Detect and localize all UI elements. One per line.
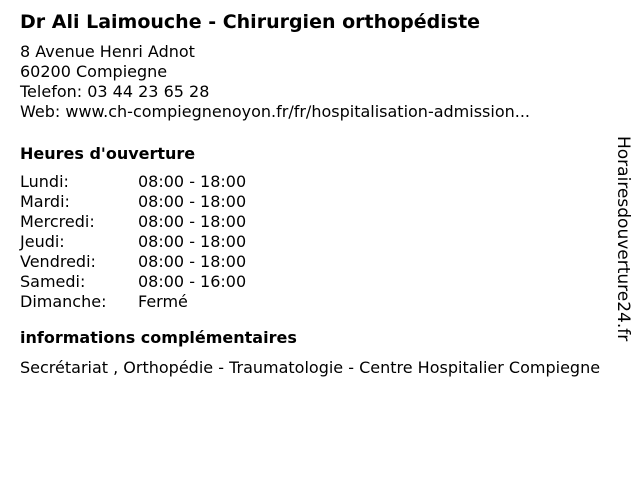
address-city: 60200 Compiegne	[20, 62, 168, 81]
hours-row-friday	[20, 252, 610, 272]
brand-watermark	[608, 134, 638, 344]
address-street: 8 Avenue Henri Adnot	[20, 42, 195, 61]
business-card	[20, 8, 610, 378]
day-label: Lundi:	[20, 172, 69, 191]
time-value: 08:00 - 18:00	[138, 212, 247, 231]
page-title: Dr Ali Laimouche - Chirurgien orthopédiste	[20, 11, 481, 33]
hours-heading: Heures d'ouverture	[20, 144, 196, 163]
time-value: 08:00 - 18:00	[138, 232, 247, 251]
day-label: Mardi:	[20, 192, 70, 211]
time-value: 08:00 - 18:00	[138, 172, 247, 191]
hours-row-monday	[20, 172, 610, 192]
info-heading: informations complémentaires	[20, 328, 297, 347]
time-value: 08:00 - 16:00	[138, 272, 247, 291]
day-label: Jeudi:	[20, 232, 65, 251]
hours-table	[20, 172, 610, 312]
hours-row-tuesday	[20, 192, 610, 212]
time-value: Fermé	[138, 292, 188, 311]
day-label: Dimanche:	[20, 292, 107, 311]
day-label: Vendredi:	[20, 252, 96, 271]
hours-row-thursday	[20, 232, 610, 252]
day-label: Samedi:	[20, 272, 86, 291]
phone-number[interactable]: Telefon: 03 44 23 65 28	[20, 82, 210, 101]
info-text: Secrétariat , Orthopédie - Traumatologie - Centre Hospitalier Compiegne	[20, 358, 601, 377]
hours-row-saturday	[20, 272, 610, 292]
hours-row-sunday	[20, 292, 610, 312]
time-value: 08:00 - 18:00	[138, 192, 247, 211]
day-label: Mercredi:	[20, 212, 95, 231]
website-link[interactable]: Web: www.ch-compiegnenoyon.fr/fr/hospitalisation-admission...	[20, 102, 531, 121]
time-value: 08:00 - 18:00	[138, 252, 247, 271]
hours-row-wednesday	[20, 212, 610, 232]
brand-text: Horairesdouverture24.fr	[613, 136, 633, 342]
